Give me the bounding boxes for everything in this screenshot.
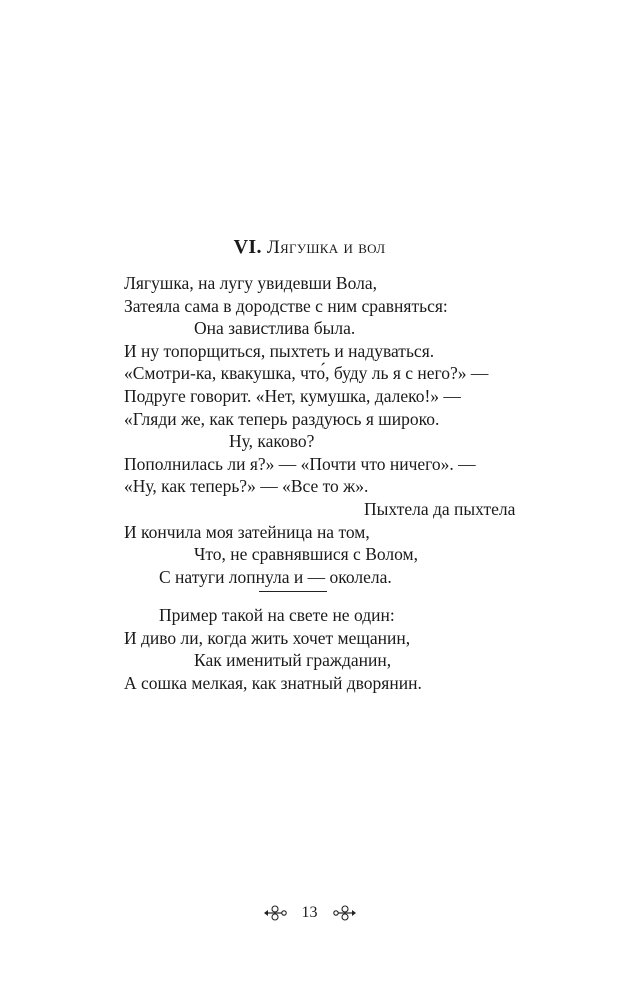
verse-line: Пример такой на свете не один: — [159, 605, 395, 625]
verse-line: Что, не сравнявшися с Волом, — [194, 544, 418, 565]
verse-line: Подруге говорит. «Нет, кумушка, далеко!» — — [124, 385, 461, 406]
page-footer — [0, 904, 619, 922]
verse-line: Затеяла сама в дородстве с ним сравняться: — [124, 295, 448, 316]
verse-line: Пыхтела да пыхтела — [364, 498, 516, 519]
fable-name: Лягушка и вол — [266, 237, 386, 258]
fable-number: VI. — [233, 236, 262, 258]
verse-line: И диво ли, когда жить хочет мещанин, — [124, 627, 411, 648]
verse-line: Как именитый гражданин, — [194, 650, 392, 671]
verse-line: «Ну, как теперь?» — «Все то ж». — [124, 476, 369, 497]
verse-line: Пополнилась ли я?» — «Почти что ничего». — — [124, 453, 476, 474]
fable-title — [0, 236, 619, 259]
verse-line: С натуги лопнула и — околела. — [159, 566, 392, 587]
verse-line: Лягушка, на лугу увидевши Вола, — [124, 273, 377, 293]
section-divider — [259, 591, 327, 592]
fleuron-right-icon — [330, 904, 358, 922]
verse-line: И кончила моя затейница на том, — [124, 521, 370, 542]
verse-line: И ну топорщиться, пыхтеть и надуваться. — [124, 340, 435, 361]
fleuron-left-icon — [262, 904, 290, 922]
verse-line: А сошка мелкая, как знатный дворянин. — [124, 672, 422, 693]
verse-line: Она завистлива была. — [194, 318, 356, 339]
page-number: 13 — [301, 904, 318, 921]
stanza-moral — [124, 604, 422, 694]
verse-line: «Смотри-ка, квакушка, что́, буду ль я с него?» — — [124, 363, 489, 384]
stanza-1 — [124, 272, 515, 588]
verse-line: «Гляди же, как теперь раздуюсь я широко. — [124, 408, 440, 429]
verse-line: Ну, каково? — [229, 431, 315, 452]
